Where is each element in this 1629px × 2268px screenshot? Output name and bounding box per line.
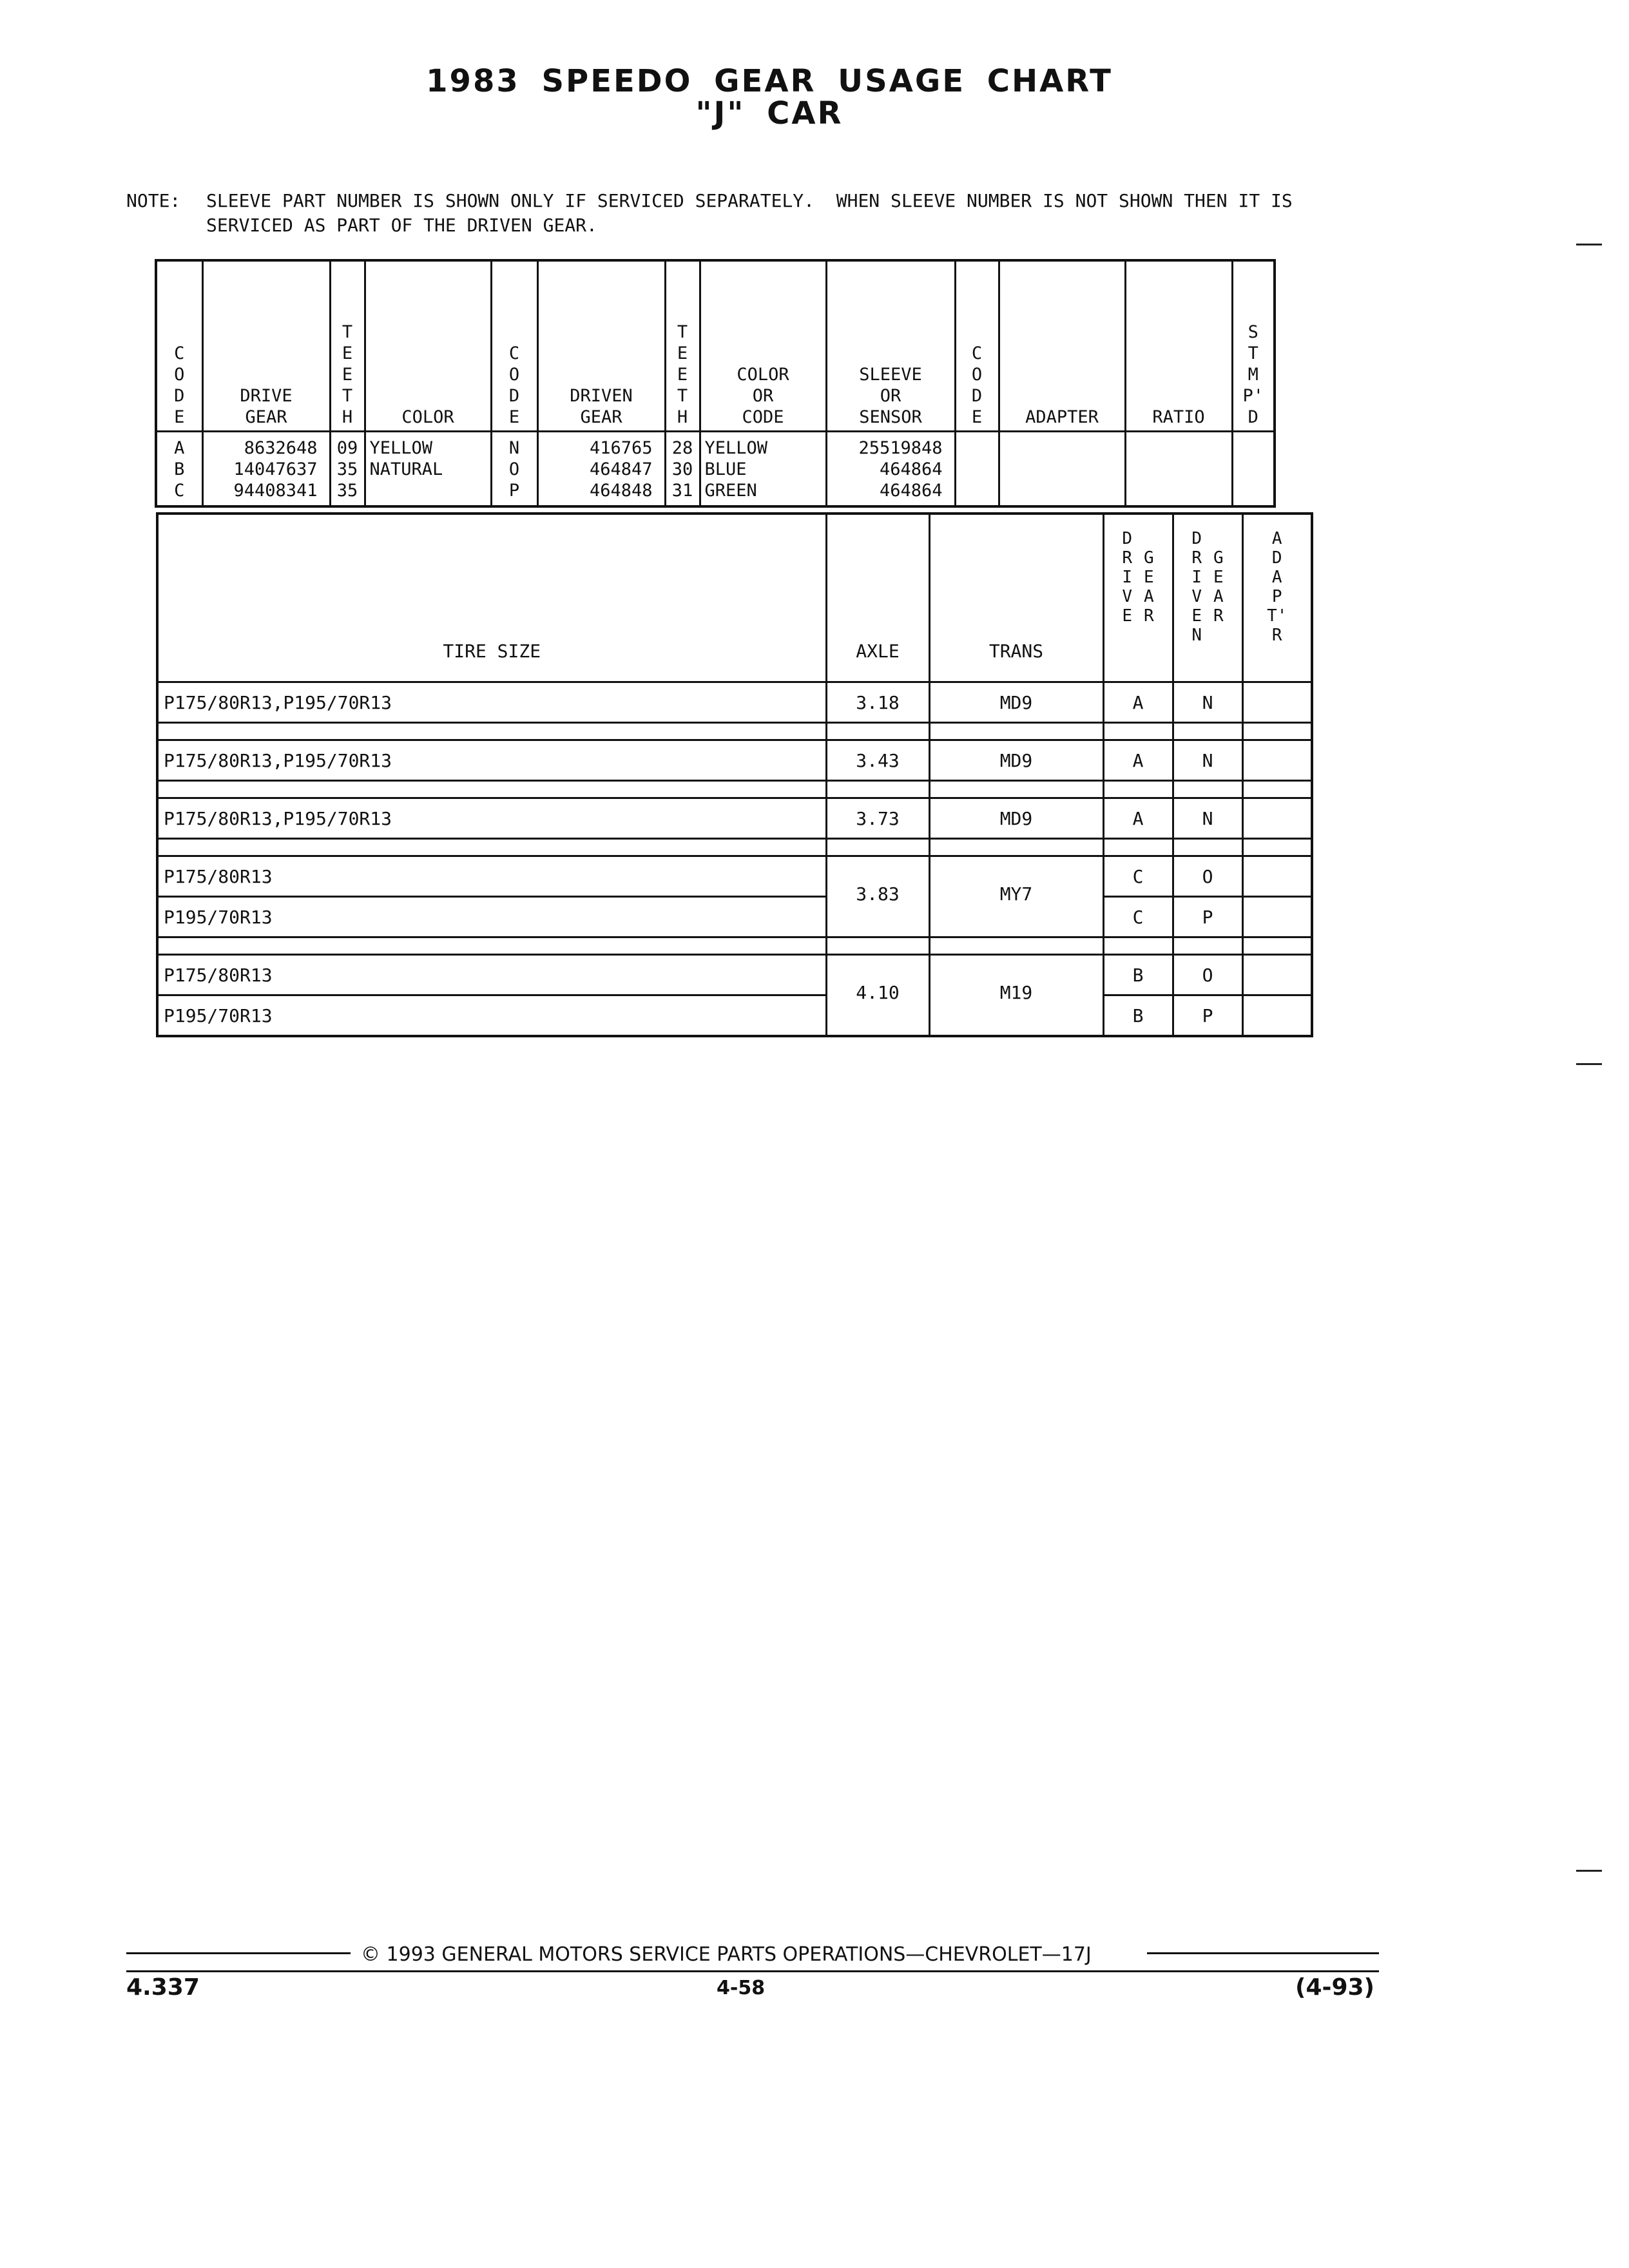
page-title: 1983 SPEEDO GEAR USAGE CHART (426, 63, 1113, 99)
header-driven-gear: DRIVEN GEAR (537, 260, 665, 432)
margin-mark (1576, 244, 1602, 245)
table-row (156, 432, 1275, 459)
cell-driven-teeth: 30 (665, 459, 700, 480)
cell-code: A (156, 432, 202, 459)
cell-driven-teeth: 31 (665, 480, 700, 506)
cell-axle: 4.10 (826, 955, 929, 1037)
cell-tire-size: P175/80R13,P195/70R13 (157, 740, 826, 781)
cell-driven-gear: N (1173, 682, 1242, 723)
cell-color-code: GREEN (700, 480, 826, 506)
table-row (157, 995, 1312, 1037)
header-teeth: T E E T H (330, 260, 365, 432)
header-adapter: A D A P T' R (1242, 514, 1312, 682)
cell-tire-size: P175/80R13,P195/70R13 (157, 682, 826, 723)
cell-driven-gear: 416765 (537, 432, 665, 459)
cell-drive-gear: 94408341 (202, 480, 330, 506)
cell-driven-gear: O (1173, 955, 1242, 995)
cell-driven-code: P (491, 480, 537, 506)
cell-sleeve: 464864 (826, 480, 955, 506)
cell-trans: M19 (929, 955, 1103, 1037)
cell-axle: 3.18 (826, 682, 929, 723)
cell-driven-gear: P (1173, 897, 1242, 937)
cell-code: C (156, 480, 202, 506)
cell-sleeve: 464864 (826, 459, 955, 480)
table-row (157, 856, 1312, 897)
table-row (156, 480, 1275, 506)
header-color: COLOR (365, 260, 491, 432)
header-code: C O D E (156, 260, 202, 432)
cell-driven-gear: 464848 (537, 480, 665, 506)
cell-driven-teeth: 28 (665, 432, 700, 459)
cell-drive-gear: C (1103, 856, 1173, 897)
header-drive-gear: DRIVE GEAR (202, 260, 330, 432)
tire-table (156, 512, 1313, 1037)
cell-drive-gear: B (1103, 995, 1173, 1037)
header-stmpd: S T M P' D (1232, 260, 1275, 432)
cell-tire-size: P195/70R13 (157, 897, 826, 937)
cell-drive-gear: 14047637 (202, 459, 330, 480)
cell-drive-gear: A (1103, 682, 1173, 723)
cell-color: YELLOW (365, 432, 491, 459)
cell-axle: 3.83 (826, 856, 929, 937)
tire-table-header (157, 514, 1312, 682)
cell-driven-gear: P (1173, 995, 1242, 1037)
cell-axle: 3.73 (826, 798, 929, 839)
footer-rule-bottom (126, 1970, 1379, 1972)
header-driven-code: C O D E (491, 260, 537, 432)
header-sleeve-or-sensor: SLEEVE OR SENSOR (826, 260, 955, 432)
cell-trans: MY7 (929, 856, 1103, 937)
cell-color (365, 480, 491, 506)
cell-tire-size: P195/70R13 (157, 995, 826, 1037)
cell-sleeve: 25519848 (826, 432, 955, 459)
cell-drive-gear: B (1103, 955, 1173, 995)
cell-trans: MD9 (929, 682, 1103, 723)
note-line-1: SLEEVE PART NUMBER IS SHOWN ONLY IF SERVICED SEPARATELY. WHEN SLEEVE NUMBER IS NOT SHOWN THEN IT IS (206, 190, 1293, 211)
header-drive-gear: D R I V E G E A R (1103, 514, 1173, 682)
header-driven-gear: D R I V E N G E A R (1173, 514, 1242, 682)
footer-rule-left (126, 1952, 351, 1954)
cell-tire-size: P175/80R13 (157, 955, 826, 995)
cell-teeth: 09 (330, 432, 365, 459)
cell-driven-code: O (491, 459, 537, 480)
table-row (157, 955, 1312, 995)
footer-left-code: 4.337 (126, 1974, 200, 2001)
cell-drive-gear: C (1103, 897, 1173, 937)
table-row (157, 798, 1312, 839)
cell-driven-code: N (491, 432, 537, 459)
cell-tire-size: P175/80R13 (157, 856, 826, 897)
cell-trans: MD9 (929, 740, 1103, 781)
cell-drive-gear: A (1103, 740, 1173, 781)
table-row (157, 740, 1312, 781)
cell-teeth: 35 (330, 459, 365, 480)
cell-axle: 3.43 (826, 740, 929, 781)
cell-drive-gear: 8632648 (202, 432, 330, 459)
margin-mark (1576, 1063, 1602, 1065)
header-trans: TRANS (929, 514, 1103, 682)
cell-driven-gear: 464847 (537, 459, 665, 480)
gear-table-header (156, 260, 1275, 432)
cell-tire-size: P175/80R13,P195/70R13 (157, 798, 826, 839)
header-ratio: RATIO (1125, 260, 1232, 432)
header-color-or-code: COLOR OR CODE (700, 260, 826, 432)
table-row (157, 682, 1312, 723)
cell-color: NATURAL (365, 459, 491, 480)
cell-driven-gear: N (1173, 798, 1242, 839)
page-subtitle: "J" CAR (695, 95, 843, 131)
header-adapter-code: C O D E (955, 260, 999, 432)
cell-driven-gear: O (1173, 856, 1242, 897)
table-row (157, 897, 1312, 937)
cell-color-code: BLUE (700, 459, 826, 480)
footer-copyright: © 1993 GENERAL MOTORS SERVICE PARTS OPERATIONS—CHEVROLET—17J (361, 1943, 1092, 1966)
cell-driven-gear: N (1173, 740, 1242, 781)
note-label: NOTE: (126, 190, 181, 211)
cell-teeth: 35 (330, 480, 365, 506)
gear-table (155, 259, 1276, 508)
footer-page-number: 4-58 (717, 1977, 766, 1999)
cell-code: B (156, 459, 202, 480)
note (126, 189, 1293, 238)
header-tire-size: TIRE SIZE (157, 514, 826, 682)
header-adapter: ADAPTER (999, 260, 1125, 432)
footer-rule-right (1147, 1952, 1379, 1954)
cell-trans: MD9 (929, 798, 1103, 839)
header-axle: AXLE (826, 514, 929, 682)
header-driven-teeth: T E E T H (665, 260, 700, 432)
note-line-2: SERVICED AS PART OF THE DRIVEN GEAR. (206, 215, 597, 236)
cell-color-code: YELLOW (700, 432, 826, 459)
table-row (156, 459, 1275, 480)
margin-mark (1576, 1870, 1602, 1872)
cell-drive-gear: A (1103, 798, 1173, 839)
footer-date-code: (4-93) (1295, 1974, 1374, 2001)
